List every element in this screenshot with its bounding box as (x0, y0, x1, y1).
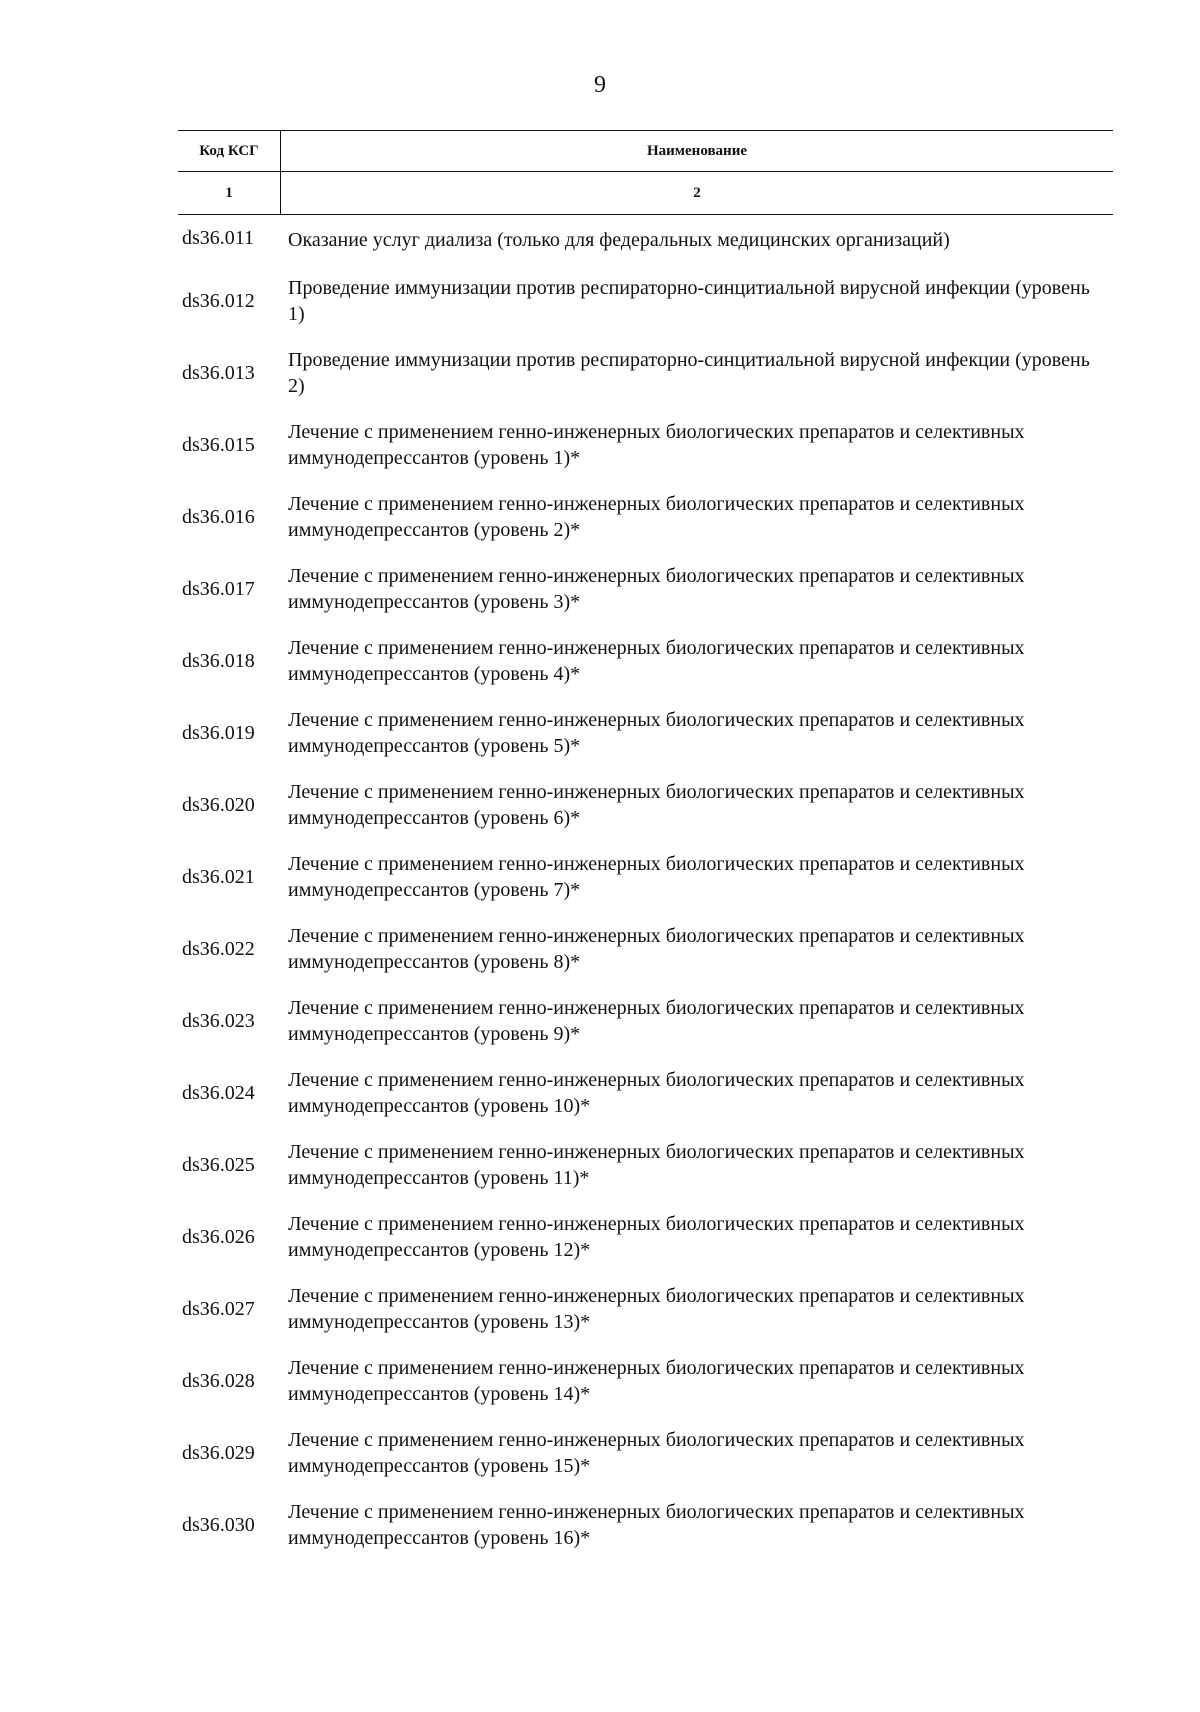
table-row (178, 223, 1113, 265)
row-name: Лечение с применением генно-инженерных биологических препаратов и селективных иммунодепрессантов (уровень 7)* (288, 853, 1025, 901)
table-row (178, 985, 1113, 1057)
row-name: Лечение с применением генно-инженерных биологических препаратов и селективных иммунодепрессантов (уровень 6)* (288, 781, 1025, 829)
row-name: Лечение с применением генно-инженерных биологических препаратов и селективных иммунодепрессантов (уровень 14)* (288, 1357, 1025, 1405)
row-code: ds36.019 (182, 721, 255, 744)
row-code: ds36.029 (182, 1441, 255, 1464)
row-name: Лечение с применением генно-инженерных биологических препаратов и селективных иммунодепрессантов (уровень 15)* (288, 1429, 1025, 1477)
row-name: Лечение с применением генно-инженерных биологических препаратов и селективных иммунодепрессантов (уровень 8)* (288, 925, 1025, 973)
row-code: ds36.017 (182, 577, 255, 600)
column-number-code: 1 (178, 172, 281, 214)
table-row (178, 1129, 1113, 1201)
table-row (178, 409, 1113, 481)
table-column-numbers-row (178, 172, 1113, 215)
table-row (178, 1417, 1113, 1489)
row-code: ds36.015 (182, 433, 255, 456)
row-name: Лечение с применением генно-инженерных биологических препаратов и селективных иммунодепрессантов (уровень 16)* (288, 1501, 1025, 1549)
table-row (178, 769, 1113, 841)
row-name: Оказание услуг диализа (только для федеральных медицинских организаций) (288, 229, 950, 251)
row-name: Лечение с применением генно-инженерных биологических препаратов и селективных иммунодепрессантов (уровень 2)* (288, 493, 1025, 541)
row-name: Лечение с применением генно-инженерных биологических препаратов и селективных иммунодепрессантов (уровень 11)* (288, 1141, 1025, 1189)
row-name: Лечение с применением генно-инженерных биологических препаратов и селективных иммунодепрессантов (уровень 5)* (288, 709, 1025, 757)
table-header-row (178, 130, 1113, 172)
table-row (178, 1057, 1113, 1129)
row-code: ds36.011 (182, 227, 255, 249)
table-row (178, 553, 1113, 625)
table-row (178, 1489, 1113, 1561)
row-name: Лечение с применением генно-инженерных биологических препаратов и селективных иммунодепрессантов (уровень 10)* (288, 1069, 1025, 1117)
table-row (178, 841, 1113, 913)
row-code: ds36.022 (182, 937, 255, 960)
table-row (178, 697, 1113, 769)
row-code: ds36.021 (182, 865, 255, 888)
page-number: 9 (594, 72, 606, 98)
row-code: ds36.025 (182, 1153, 255, 1176)
row-code: ds36.023 (182, 1009, 255, 1032)
row-name: Лечение с применением генно-инженерных биологических препаратов и селективных иммунодепрессантов (уровень 4)* (288, 637, 1025, 685)
table-row (178, 337, 1113, 409)
row-name: Лечение с применением генно-инженерных биологических препаратов и селективных иммунодепрессантов (уровень 12)* (288, 1213, 1025, 1261)
row-name: Проведение иммунизации против респираторно-синцитиальной вирусной инфекции (уровень 1) (288, 277, 1090, 325)
header-name: Наименование (647, 143, 747, 159)
table-row (178, 1201, 1113, 1273)
table-row (178, 1273, 1113, 1345)
table-row (178, 1345, 1113, 1417)
row-code: ds36.016 (182, 505, 255, 528)
row-code: ds36.028 (182, 1369, 255, 1392)
ksg-table (178, 130, 1113, 1561)
row-code: ds36.020 (182, 793, 255, 816)
row-code: ds36.018 (182, 649, 255, 672)
row-code: ds36.030 (182, 1513, 255, 1536)
row-name: Лечение с применением генно-инженерных биологических препаратов и селективных иммунодепрессантов (уровень 3)* (288, 565, 1025, 613)
row-name: Лечение с применением генно-инженерных биологических препаратов и селективных иммунодепрессантов (уровень 1)* (288, 421, 1025, 469)
table-row (178, 481, 1113, 553)
row-code: ds36.024 (182, 1081, 255, 1104)
table-row (178, 625, 1113, 697)
row-code: ds36.026 (182, 1225, 255, 1248)
table-row (178, 913, 1113, 985)
row-code: ds36.027 (182, 1297, 255, 1320)
header-code: Код КСГ (178, 131, 281, 171)
row-name: Лечение с применением генно-инженерных биологических препаратов и селективных иммунодепрессантов (уровень 13)* (288, 1285, 1025, 1333)
row-code: ds36.012 (182, 289, 255, 312)
row-name: Лечение с применением генно-инженерных биологических препаратов и селективных иммунодепрессантов (уровень 9)* (288, 997, 1025, 1045)
table-row (178, 265, 1113, 337)
row-name: Проведение иммунизации против респираторно-синцитиальной вирусной инфекции (уровень 2) (288, 349, 1090, 397)
row-code: ds36.013 (182, 361, 255, 384)
column-number-name: 2 (693, 185, 701, 201)
table-body (178, 215, 1113, 1561)
